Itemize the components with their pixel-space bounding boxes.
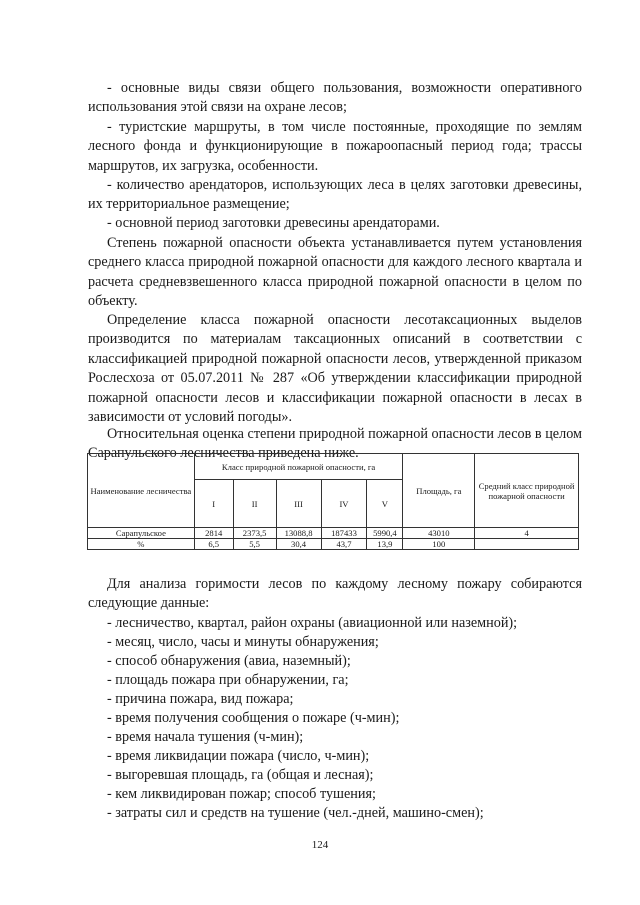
header-class-v: V xyxy=(367,480,403,528)
paragraph-tourist-routes: - туристские маршруты, в том числе постоянные, проходящие по землям лесного фонда и функционирующие в пожароопасный период года; трассы маршрутов, их загрузка, особенности. xyxy=(88,119,582,174)
paragraph-relative-assessment: Относительная оценка степени природной пожарной опасности лесов в целом Сарапульского лесничества приведена ниже. xyxy=(88,426,582,462)
header-class-ii: II xyxy=(233,480,276,528)
cell-value: 30,4 xyxy=(276,539,321,550)
page-number: 124 xyxy=(311,839,329,851)
cell-name: % xyxy=(88,539,195,550)
header-area: Площадь, га xyxy=(403,454,475,528)
table-row xyxy=(88,539,579,550)
list-item: - лесничество, квартал, район охраны (авиационной или наземной); xyxy=(107,615,518,631)
cell-value: 13088,8 xyxy=(276,528,321,539)
list-item: - время начала тушения (ч-мин); xyxy=(107,729,304,745)
list-item: - площадь пожара при обнаружении, га; xyxy=(107,672,349,688)
cell-area: 43010 xyxy=(403,528,475,539)
paragraph-communication: - основные виды связи общего пользования, возможности оперативного использования этой связи на охране лесов; xyxy=(88,80,582,116)
cell-value: 6,5 xyxy=(194,539,233,550)
header-forestry-name: Наименование лесничества xyxy=(88,454,195,528)
cell-value: 187433 xyxy=(321,528,367,539)
paragraph-analysis-intro: Для анализа горимости лесов по каждому лесному пожару собираются следующие данные: xyxy=(88,576,582,612)
list-item: - месяц, число, часы и минуты обнаружения; xyxy=(107,634,379,650)
list-item: - причина пожара, вид пожара; xyxy=(107,691,294,707)
cell-value: 13,9 xyxy=(367,539,403,550)
cell-value: 43,7 xyxy=(321,539,367,550)
header-class-iv: IV xyxy=(321,480,367,528)
list-item: - выгоревшая площадь, га (общая и лесная); xyxy=(107,767,374,783)
header-average-class: Средний класс природной пожарной опасности xyxy=(475,454,579,528)
cell-average xyxy=(475,539,579,550)
list-item: - кем ликвидирован пожар; способ тушения; xyxy=(107,786,376,802)
list-item: - способ обнаружения (авиа, наземный); xyxy=(107,653,351,669)
cell-average: 4 xyxy=(475,528,579,539)
header-hazard-classes: Класс природной пожарной опасности, га xyxy=(194,454,403,480)
list-item: - время получения сообщения о пожаре (ч-мин); xyxy=(107,710,400,726)
cell-value: 5990,4 xyxy=(367,528,403,539)
cell-value: 2373,5 xyxy=(233,528,276,539)
paragraph-hazard-degree: Степень пожарной опасности объекта устанавливается путем установления среднего класса природной пожарной опасности для каждого лесного квартала и расчета средневзвешенного класса природной пожарной опасности в целом по объекту. xyxy=(88,235,582,310)
cell-value: 5,5 xyxy=(233,539,276,550)
paragraph-harvest-period: - основной период заготовки древесины арендаторами. xyxy=(107,215,440,231)
cell-area: 100 xyxy=(403,539,475,550)
paragraph-tenants: - количество арендаторов, использующих леса в целях заготовки древесины, их территориальное размещение; xyxy=(88,177,582,213)
header-class-iii: III xyxy=(276,480,321,528)
cell-name: Сарапульское xyxy=(88,528,195,539)
cell-value: 2814 xyxy=(194,528,233,539)
paragraph-hazard-class-definition: Определение класса пожарной опасности лесотаксационных выделов производится по материалам таксационных описаний в соответствии с классификацией природной пожарной опасности лесов, утвержденной приказом Рослесхоза от 05.07.2011 № 287 «Об утверждении классификации природной пожарной опасности лесов и классификации пожарной опасности в лесах в зависимости от условий погоды». xyxy=(88,312,582,426)
table-row xyxy=(88,528,579,539)
list-item: - время ликвидации пожара (число, ч-мин); xyxy=(107,748,370,764)
list-item: - затраты сил и средств на тушение (чел.-дней, машино-смен); xyxy=(107,805,484,821)
fire-hazard-table xyxy=(87,453,579,550)
header-class-i: I xyxy=(194,480,233,528)
